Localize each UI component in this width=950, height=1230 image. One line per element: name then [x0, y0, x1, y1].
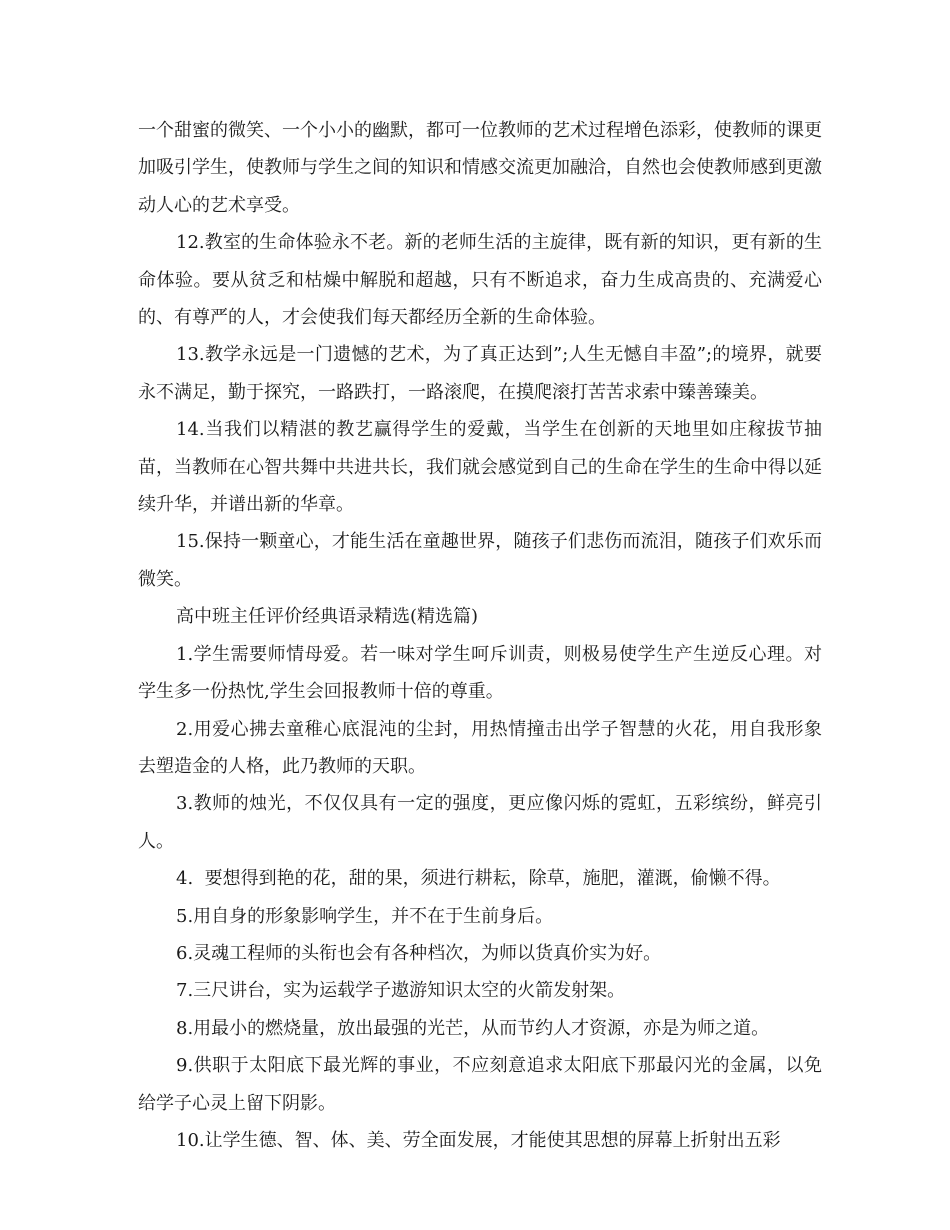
paragraph-item-4: 4. 要想得到艳的花，甜的果，须进行耕耘，除草，施肥，灌溉，偷懒不得。: [176, 868, 781, 890]
paragraph-item-14: 14.当我们以精湛的教艺赢得学生的爱戴，当学生在创新的天地里如庄稼拔节抽苗，当教师在心智共舞中共进共长，我们就会感觉到自己的生命在学生的生命中得以延续升华，并谱出新的华章。: [138, 419, 822, 516]
paragraph-item-7: 7.三尺讲台，实为运载学子遨游知识太空的火箭发射架。: [176, 980, 626, 1002]
paragraph-item-8: 8.用最小的燃烧量，放出最强的光芒，从而节约人才资源，亦是为师之道。: [176, 1017, 770, 1039]
paragraph-item-15: 15.保持一颗童心，才能生活在童趣世界，随孩子们悲伤而流泪，随孩子们欢乐而微笑。: [138, 531, 822, 590]
paragraph-item-5: 5.用自身的形象影响学生，并不在于生前身后。: [176, 905, 554, 927]
paragraph-item-1: 1.学生需要师情母爱。若一味对学生呵斥训责，则极易使学生产生逆反心理。对学生多一份热忱,学生会回报教师十倍的尊重。: [138, 643, 822, 703]
paragraph-item-10: 10.让学生德、智、体、美、劳全面发展，才能使其思想的屏幕上折射出五彩: [176, 1129, 781, 1151]
paragraph-item-13: 13.教学永远是一门遗憾的艺术，为了真正达到”;人生无憾自丰盈”;的境界，就要永不满足，勤于探究，一路跌打，一路滚爬，在摸爬滚打苦苦求索中臻善臻美。: [138, 344, 822, 403]
section-heading: 高中班主任评价经典语录精选(精选篇): [176, 606, 479, 628]
paragraph-item-2: 2.用爱心拂去童稚心底混沌的尘封，用热情撞击出学子智慧的火花，用自我形象去塑造金的人格，此乃教师的天职。: [138, 718, 822, 777]
paragraph-item-9: 9.供职于太阳底下最光辉的事业，不应刻意追求太阳底下那最闪光的金属，以免给学子心灵上留下阴影。: [138, 1055, 822, 1114]
paragraph-item-3: 3.教师的烛光，不仅仅具有一定的强度，更应像闪烁的霓虹，五彩缤纷，鲜亮引人。: [138, 793, 822, 852]
document-body: [138, 112, 822, 1159]
paragraph-continuation: 一个甜蜜的微笑、一个小小的幽默，都可一位教师的艺术过程增色添彩，使教师的课更加吸引学生，使教师与学生之间的知识和情感交流更加融洽，自然也会使教师感到更激动人心的艺术享受。: [138, 120, 822, 216]
paragraph-item-12: 12.教室的生命体验永不老。新的老师生活的主旋律，既有新的知识，更有新的生命体验。要从贫乏和枯燥中解脱和超越，只有不断追求，奋力生成高贵的、充满爱心的、有尊严的人，才会使我们每天都经历全新的生命体验。: [138, 232, 822, 329]
paragraph-item-6: 6.灵魂工程师的头衔也会有各种档次，为师以货真价实为好。: [176, 942, 662, 964]
